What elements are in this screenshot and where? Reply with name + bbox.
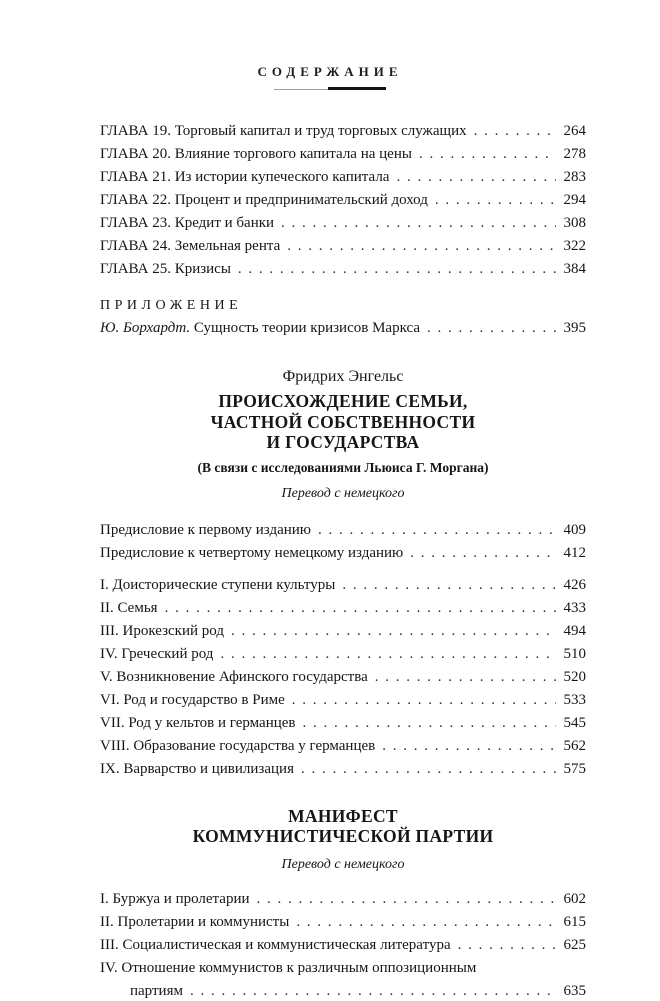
decorative-rule [274,87,386,92]
page-number: 615 [563,913,586,930]
dot-leader [190,980,556,1001]
page-number: 635 [563,982,586,999]
toc-entry [100,758,586,781]
page-number: 520 [563,668,586,685]
toc-entry-label: II. Пролетарии и коммунисты [100,913,290,930]
dot-leader [231,620,556,643]
toc-entry-label: IV. Отношение коммунистов к различным оппозиционным [100,959,477,976]
dot-leader [318,519,556,542]
dot-leader [238,258,556,281]
toc-entry [100,120,586,143]
translation-note: Перевод с немецкого [281,485,405,501]
page-number: 426 [563,576,586,593]
toc-entry-label: II. Семья [100,599,158,616]
dot-leader [303,712,556,735]
toc-entry-label: VII. Род у кельтов и германцев [100,714,296,731]
toc-entry-label: I. Доисторические ступени культуры [100,576,336,593]
book-title-line-3: И ГОСУДАРСТВА [266,432,420,452]
toc-entry-label: ГЛАВА 24. Земельная рента [100,238,281,254]
toc-entry [100,143,586,166]
page-number: 625 [563,936,586,953]
page-number: 545 [563,714,586,731]
dot-leader [375,666,556,689]
page-number: 395 [563,320,586,336]
page-number: 575 [563,760,586,777]
toc-entry [100,643,586,666]
toc-entry-label: III. Ирокезский род [100,622,224,639]
toc-entry-label: ГЛАВА 25. Кризисы [100,261,231,277]
toc-entry [100,317,586,340]
manifesto-title-line-2: КОММУНИСТИЧЕСКОЙ ПАРТИИ [192,826,494,846]
toc-entry [100,235,586,258]
dot-leader [257,888,556,911]
dot-leader [165,597,556,620]
engels-prefaces [100,519,586,565]
toc-entry [100,620,586,643]
dot-leader [396,166,556,189]
page-number: 283 [563,169,586,185]
page-number: 264 [563,123,586,139]
dot-leader [287,235,556,258]
appendix-heading: ПРИЛОЖЕНИЕ [100,298,243,313]
dot-leader [382,735,556,758]
toc-entry-label: ГЛАВА 22. Процент и предпринимательский доход [100,192,428,208]
toc-entry [100,735,586,758]
decorative-rule-thick [328,87,386,90]
manifesto-heading-block [100,806,586,873]
page-number: 384 [563,261,586,277]
toc-entry [100,712,586,735]
toc-entry-line1 [100,957,586,980]
dot-leader [342,574,556,597]
toc-entry-line2 [100,980,586,1001]
chapter-list-part1 [100,120,586,281]
toc-entry-label: ГЛАВА 19. Торговый капитал и труд торговых служащих [100,123,467,139]
toc-entry [100,574,586,597]
dot-leader [301,758,556,781]
appendix-author: Ю. Борхардт. [100,320,191,336]
page-title: СОДЕРЖАНИЕ [257,64,403,79]
page-number: 494 [563,622,586,639]
toc-entry [100,519,586,542]
dot-leader [296,911,556,934]
book-title-line-1: ПРОИСХОЖДЕНИЕ СЕМЬИ, [218,391,468,411]
toc-entry [100,542,586,565]
page-number: 533 [563,691,586,708]
toc-entry [100,934,586,957]
toc-entry-label: VI. Род и государство в Риме [100,691,285,708]
toc-entry-label: ГЛАВА 21. Из истории купеческого капитала [100,169,390,185]
page-number: 602 [563,890,586,907]
manifesto-title-line-1: МАНИФЕСТ [288,805,398,826]
toc-entry-label: Предисловие к первому изданию [100,521,312,538]
toc-entry-label: I. Буржуа и пролетарии [100,890,250,907]
toc-entry-wrapped [100,957,586,1001]
dot-leader [427,317,556,340]
toc-entry [100,597,586,620]
toc-entry-label: V. Возникновение Афинского государства [100,668,368,685]
toc-entry [100,888,586,911]
toc-entry-label: IX. Варварство и цивилизация [100,760,294,777]
toc-entry [100,666,586,689]
appendix-section [100,294,586,340]
dot-leader [292,689,556,712]
toc-entry-label: Предисловие к четвертому немецкому изданию [100,544,404,561]
page-number: 322 [563,238,586,254]
page-number: 294 [563,192,586,208]
dot-leader [474,120,556,143]
book-title-line-2: ЧАСТНОЙ СОБСТВЕННОСТИ [210,411,476,432]
engels-heading-block [100,366,586,502]
page-number: 278 [563,146,586,162]
dot-leader [281,212,556,235]
toc-entry [100,911,586,934]
toc-entry-label-continued: партиям [130,982,183,999]
toc-entry [100,689,586,712]
toc-entry-label: ГЛАВА 20. Влияние торгового капитала на цены [100,146,412,162]
page-number: 412 [563,544,586,561]
appendix-title: Сущность теории кризисов Маркса [193,320,420,336]
translation-note: Перевод с немецкого [281,856,405,872]
dot-leader [458,934,556,957]
book-author: Фридрих Энгельс [282,368,404,385]
toc-entry-label: ГЛАВА 23. Кредит и банки [100,215,275,231]
page-number: 433 [563,599,586,616]
toc-entry-label: III. Социалистическая и коммунистическая литература [100,936,451,953]
contents-body [100,120,586,1001]
toc-entry-label: IV. Греческий род [100,645,214,662]
toc-entry [100,258,586,281]
page-number: 510 [563,645,586,662]
manifesto-chapters [100,888,586,1001]
engels-chapters [100,574,586,781]
toc-entry-label: VIII. Образование государства у германцев [100,737,376,754]
book-subtitle: (В связи с исследованиями Льюиса Г. Моргана) [197,459,489,475]
page-number: 409 [563,521,586,538]
toc-entry [100,212,586,235]
dot-leader [419,143,556,166]
page-number: 308 [563,215,586,231]
toc-entry-label [100,317,420,340]
toc-entry [100,166,586,189]
dot-leader [435,189,556,212]
dot-leader [220,643,556,666]
toc-entry [100,189,586,212]
page-number: 562 [563,737,586,754]
dot-leader [410,542,556,565]
